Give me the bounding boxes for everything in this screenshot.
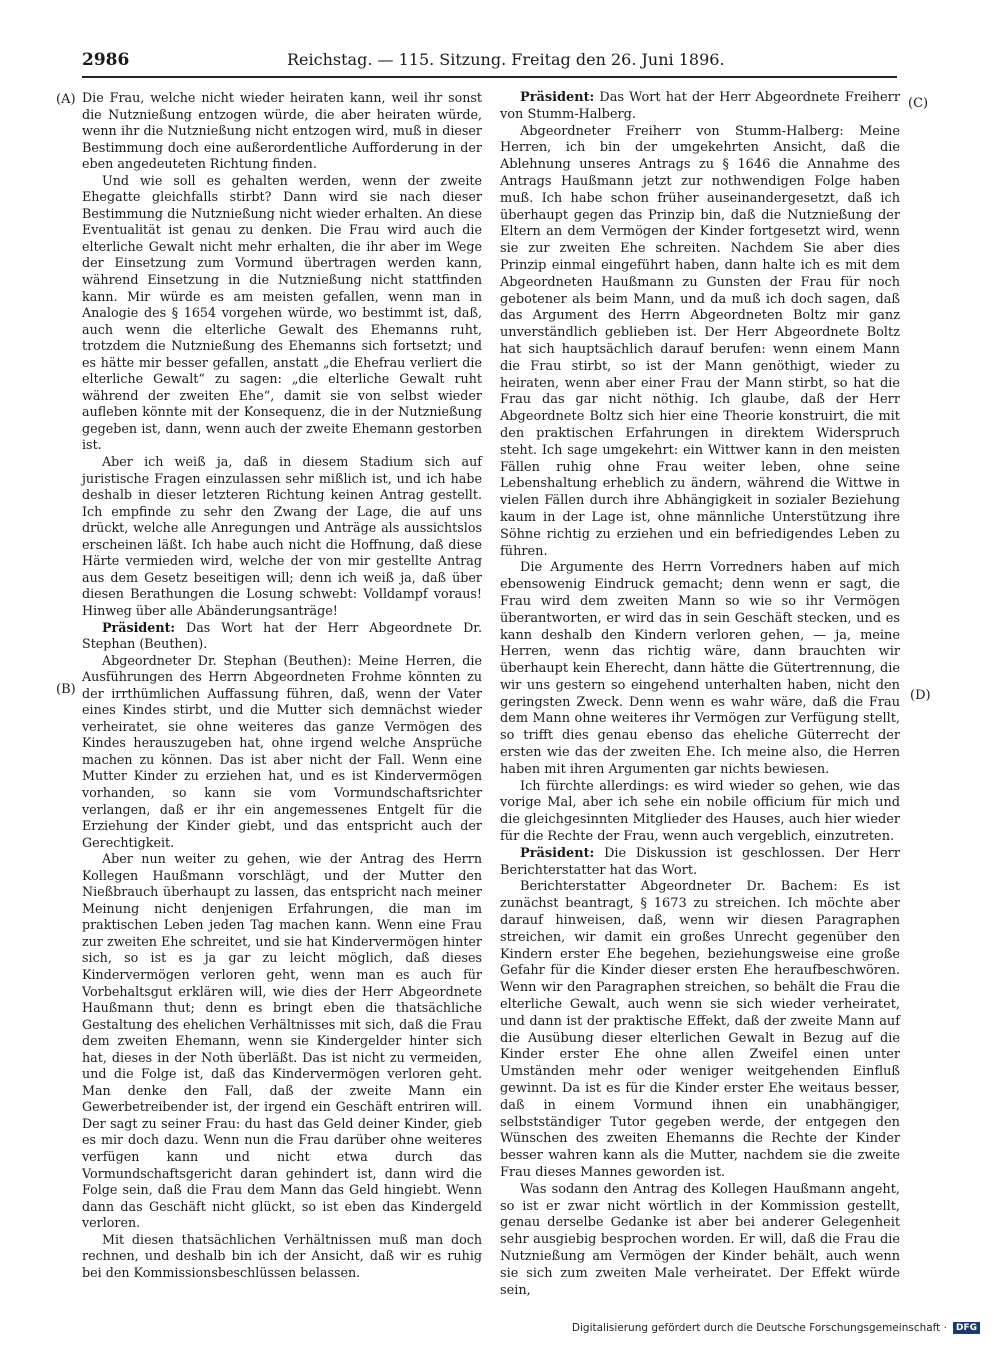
body-paragraph: Und wie soll es gehalten werden, wenn der zweite Ehegatte gleichfalls stirbt? Dann wird sie nach dieser Bestimmung die Nutznießung nicht wieder erhalten. An diese Eventualität ist genau zu denken. Die Frau wird auch die elterliche Gewalt nicht mehr erhalten, die ihr aber im Wege der Einsetzung zum Vormund übertragen werden kann, während Einsetzung in die Nutznießung nicht stattfinden kann. Mir würde es am meisten gefallen, wenn man in Analogie des § 1654 vorgehen würde, wo bestimmt ist, daß, auch wenn die elterliche Gewalt des Ehemanns ruht, trotzdem die Nutznießung des Ehemanns sich fortsetzt; und es hätte mir besser gefallen, anstatt „die Ehefrau verliert die elterliche Gewalt“ zu sagen: „die elterliche Gewalt ruht während der zweiten Ehe“, damit sie von selbst wieder aufleben könnte mit der Konsequenz, die in der Nutznießung gegeben ist, dann, wenn auch der zweite Ehemann gestorben ist. <box>82 172 482 453</box>
body-paragraph: Ich fürchte allerdings: es wird wieder so gehen, wie das vorige Mal, aber ich sehe ein nobile officium für mich und die gleichgesinnten Mitglieder des Hauses, auch hier wieder für die Rechte der Frau, wenn auch vergeblich, einzutreten. <box>500 778 900 845</box>
body-paragraph: Was sodann den Antrag des Kollegen Haußmann angeht, so ist er zwar nicht wörtlich in der Kommission gestellt, genau derselbe Gedanke ist aber bei anderer Gelegenheit sehr ausgiebig besprochen worden. Er will, daß die Frau die Nutznießung am Vermögen der Kinder behält, auch wenn sie sich zum zweiten Male verheiratet. Der Effekt würde sein, <box>500 1181 900 1298</box>
speaker-paragraph <box>500 90 900 124</box>
speaker-label: Präsident: <box>102 619 176 635</box>
margin-marker-b: (B) <box>56 682 76 697</box>
speech-text: Die Diskussion ist geschlossen. Der Herr Berichterstatter hat das Wort. <box>500 845 900 878</box>
margin-marker-a: (A) <box>56 92 76 107</box>
body-paragraph: Aber ich weiß ja, daß in diesem Stadium sich auf juristische Fragen einzulassen sehr mißlich ist, und ich habe deshalb in dieser letzteren Richtung keinen Antrag gestellt. Ich empfinde zu sehr den Zwang der Lage, die auf uns drückt, welche alle Anregungen und Anträge als aussichtslos erscheinen läßt. Ich habe auch nicht die Hoffnung, daß diese Härte vermieden wird, welche der von mir gestellte Antrag aus dem Gesetz beseitigen will; denn ich weiß ja, daß über diesen Berathungen die Losung schwebt: Volldampf voraus! Hinweg über alle Abänderungsanträge! <box>82 454 482 618</box>
running-title: Reichstag. — 115. Sitzung. Freitag den 26. Juni 1896. <box>287 50 725 69</box>
right-column <box>500 90 900 1299</box>
page-number: 2986 <box>82 50 130 70</box>
margin-marker-c: (C) <box>908 96 929 111</box>
footer-text: Digitalisierung gefördert durch die Deutsche Forschungsgemeinschaft · <box>571 1322 947 1334</box>
footer <box>572 1322 980 1334</box>
speech-text: Das Wort hat der Herr Abgeordnete Dr. Stephan (Beuthen). <box>82 619 482 652</box>
page-header <box>82 50 897 74</box>
body-paragraph: Die Frau, welche nicht wieder heiraten kann, weil ihr sonst die Nutznießung entzogen würde, die aber heiraten würde, wenn ihr die Nutznießung nicht entzogen wird, muß in dieser Bestimmung doch eine außerordentliche Aufforderung in der eben angedeuteten Richtung finden. <box>82 90 482 172</box>
body-paragraph: Die Argumente des Herrn Vorredners haben auf mich ebensowenig Eindruck gemacht; denn wenn er sagt, die Frau wird dem zweiten Mann so wie so ihr Vermögen überantworten, er wird das in sein Geschäft stecken, und es kann deshalb den Kindern verloren gehen, — ja, meine Herren, wenn das richtig wäre, dann brauchten wir überhaupt kein Eherecht, dann hätte die Gütertrennung, die wir uns gestern so eingehend unterhalten haben, nicht den geringsten Zweck. Denn wenn es wahr wäre, daß die Frau dem Mann ohne weiteres ihr Vermögen zur Verfügung stellt, so trifft dies genau ebenso das eheliche Güterrecht der ersten wie das der zweiten Ehe. Ich meine also, die Herren haben mit ihren Argumenten gar nichts bewiesen. <box>500 560 900 777</box>
speaker-paragraph <box>500 846 900 880</box>
header-rule <box>82 76 897 78</box>
body-paragraph: Aber nun weiter zu gehen, wie der Antrag des Herrn Kollegen Haußmann vorschlägt, und der Mutter den Nießbrauch überhaupt zu lassen, das entspricht nach meiner Meinung nicht denjenigen Erfahrungen, die man im praktischen Leben jeden Tag machen kann. Wenn eine Frau zur zweiten Ehe schreitet, und sie hat Kindervermögen hinter sich, so ist es ja gar zu leicht möglich, daß dieses Kindervermögen verloren geht, wenn man es auch für Vorbehaltsgut erklären will, wie dies der Herr Abgeordnete Haußmann thut; denn es bringt eben die thatsächliche Gestaltung des ehelichen Verhältnisses mit sich, daß die Frau dem zweiten Ehemann, wenn sie Kindergelder hinter sich hat, dieses in der Noth überläßt. Das ist nicht zu vermeiden, und die Folge ist, daß das Kindervermögen verloren geht. Man denke den Fall, daß der zweite Mann ein Gewerbetreibender ist, der irgend ein Geschäft entriren will. Der sagt zu seiner Frau: du hast das Geld deiner Kinder, gieb es mir doch dazu. Wenn nun die Frau darüber ohne weiteres verfügen kann und nicht etwa durch das Vormundschaftsgericht daran gehindert ist, dann wird die Folge sein, daß die Frau dem Mann das Geld hingiebt. Wenn dann das Geschäft nicht glückt, so ist eben das Kindergeld verloren. <box>82 851 482 1231</box>
body-paragraph: Abgeordneter Dr. Stephan (Beuthen): Meine Herren, die Ausführungen des Herrn Abgeordneten Frohme könnten zu der irrthümlichen Auffassung führen, daß, wenn der Vater eines Kindes stirbt, und die Mutter sich demnächst wieder verheiratet, sie ohne weiteres das ganze Vermögen des Kindes herauszugeben hat, ohne irgend welche Ansprüche machen zu können. Das ist aber nicht der Fall. Wenn eine Mutter Kinder zu erziehen hat, und es ist Kindervermögen vorhanden, so kann sie vom Vormundschaftsrichter verlangen, daß er ihr ein angemessenes Entgelt für die Erziehung der Kinder giebt, und das entspricht auch der Gerechtigkeit. <box>82 652 482 850</box>
speaker-label: Präsident: <box>520 845 595 861</box>
speaker-label: Präsident: <box>520 90 595 105</box>
left-column <box>82 90 482 1281</box>
margin-marker-d: (D) <box>910 688 931 703</box>
body-paragraph: Mit diesen thatsächlichen Verhältnissen muß man doch rechnen, und deshalb bin ich der Ansicht, daß wir es ruhig bei den Kommissionsbeschlüssen belassen. <box>82 1231 482 1280</box>
speaker-paragraph <box>82 620 482 653</box>
body-paragraph: Abgeordneter Freiherr von Stumm-Halberg: Meine Herren, ich bin der umgekehrten Ansicht, daß die Ablehnung unseres Antrags zu § 1646 die Annahme des Antrags Haußmann jetzt zur nothwendigen Folge haben muß. Ich habe schon früher auseinandergesetzt, daß ich überhaupt gegen das Prinzip bin, daß die Nutznießung der Eltern an dem Vermögen der Kinder fortgesetzt wird, wenn sie zur zweiten Ehe schreiten. Nachdem Sie aber dies Prinzip einmal eingeführt haben, dann halte ich es mit dem Abgeordneten Haußmann zu Gunsten der Frau für noch gebotener als beim Mann, und da muß ich doch sagen, daß das Argument des Herrn Abgeordneten Boltz mir ganz unverständlich geblieben ist. Der Herr Abgeordnete Boltz hat sich hauptsächlich darauf berufen: wenn einem Mann die Frau stirbt, so ist der Mann genöthigt, wieder zu heiraten, wenn aber einer Frau der Mann stirbt, so hat die Frau das gar nicht nöthig. Ich glaube, daß der Herr Abgeordnete Boltz sich hier eine Theorie konstruirt, die mit den praktischen Erfahrungen in direktem Widerspruch steht. Ich sage umgekehrt: ein Wittwer kann in den meisten Fällen ruhig ohne Frau weiter leben, ohne seine Lebenshaltung erheblich zu ändern, während die Wittwe in vielen Fällen durch ihre Abhängigkeit in sozialer Beziehung kaum in der Lage ist, ohne männliche Unterstützung ihre Söhne richtig zu erziehen und ein befriedigendes Leben zu führen. <box>500 123 900 559</box>
speech-text: Das Wort hat der Herr Abgeordnete Freiherr von Stumm-Halberg. <box>500 90 900 122</box>
body-paragraph: Berichterstatter Abgeordneter Dr. Bachem: Es ist zunächst beantragt, § 1673 zu streichen. Ich möchte aber darauf hinweisen, daß, wenn wir diesen Paragraphen streichen, wir damit ein großes Unrecht gegenüber den Kindern erster Ehe begehen, beziehungsweise eine große Gefahr für die Kinder dieser ersten Ehe heraufbeschwören. Wenn wir den Paragraphen streichen, so behält die Frau die elterliche Gewalt, auch wenn sie sich wieder verheiratet, und dann ist der praktische Effekt, daß der zweite Mann auf die Ausübung dieser elterlichen Gewalt in Bezug auf die Kinder erster Ehe ohne allen Zweifel einen unter Umständen mehr oder weniger weitgehenden Einfluß gewinnt. Da ist es für die Kinder erster Ehe weitaus besser, daß in einem Vormund ihnen ein unabhängiger, selbstständiger Tutor gegeben werde, der entgegen den Wünschen des zweiten Ehemanns die Rechte der Kinder besser wahren kann als die Mutter, nachdem sie die zweite Frau dieses Mannes geworden ist. <box>500 879 900 1180</box>
dfg-logo: DFG <box>953 1322 980 1334</box>
